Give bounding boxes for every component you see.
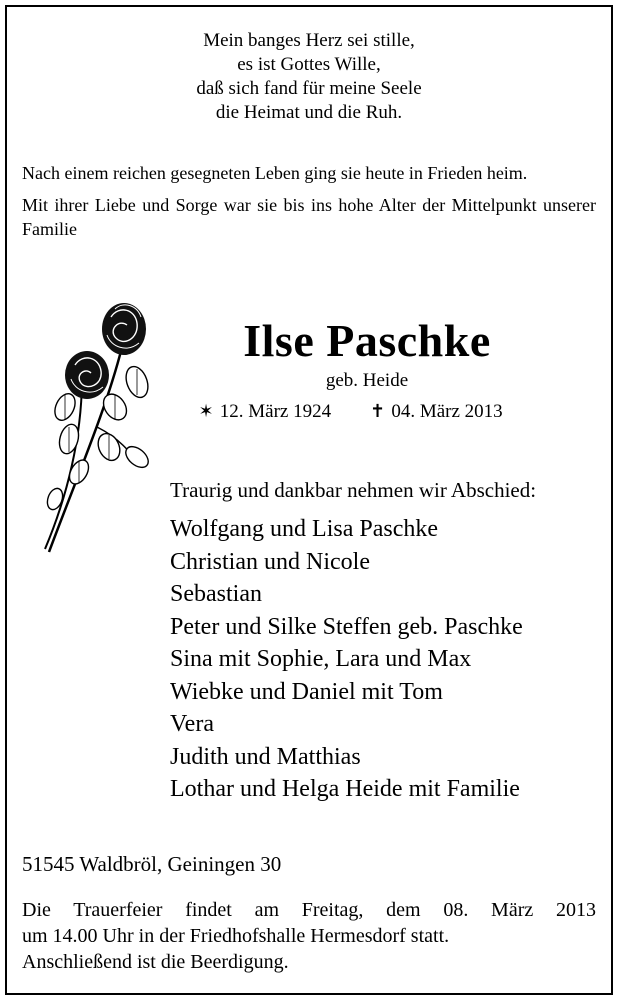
death-date: 04. März 2013: [391, 401, 503, 422]
birth-date: 12. März 1924: [219, 401, 332, 422]
mourner-entry: Christian und Nicole: [170, 548, 370, 575]
farewell-line: Traurig und dankbar nehmen wir Abschied:: [170, 478, 537, 502]
birth-star-icon: ✶: [198, 401, 214, 421]
funeral-details: [22, 897, 596, 975]
maiden-name: geb. Heide: [325, 370, 409, 391]
deceased-name: Ilse Paschke: [243, 315, 491, 366]
funeral-line: Anschließend ist die Beerdigung.: [22, 951, 289, 973]
mourner-entry: Judith und Matthias: [170, 743, 361, 770]
mourners-list: [170, 513, 523, 806]
mourner-entry: Peter und Silke Steffen geb. Paschke: [170, 613, 523, 640]
mourner-entry: Vera: [170, 711, 214, 737]
verse-line: es ist Gottes Wille,: [237, 54, 381, 75]
mourner-entry: Wiebke und Daniel mit Tom: [170, 678, 443, 705]
mourner-entry: Wolfgang und Lisa Paschke: [170, 516, 439, 542]
intro-paragraph: Nach einem reichen gesegneten Leben ging sie heute in Frieden heim.: [22, 163, 528, 183]
verse: [7, 29, 611, 125]
life-dates: [197, 401, 503, 423]
verse-line: Mein banges Herz sei stille,: [203, 30, 415, 51]
death-cross-icon: ✝: [370, 401, 386, 421]
verse-line: die Heimat und die Ruh.: [215, 102, 403, 123]
mourner-entry: Sebastian: [170, 581, 262, 607]
intro-text: [22, 161, 596, 249]
funeral-line: um 14.00 Uhr in der Friedhofshalle Hermesdorf statt.: [22, 925, 450, 947]
mourner-entry: Sina mit Sophie, Lara und Max: [170, 646, 472, 672]
verse-line: daß sich fand für meine Seele: [196, 78, 422, 99]
mourner-entry: Lothar und Helga Heide mit Familie: [170, 776, 520, 802]
funeral-line: Die Trauerfeier findet am Freitag, dem 08. März 2013: [22, 899, 596, 921]
intro-paragraph: Mit ihrer Liebe und Sorge war sie bis ins hohe Alter der Mittelpunkt unserer Familie: [22, 195, 596, 239]
address: 51545 Waldbröl, Geiningen 30: [22, 852, 282, 876]
rose-illustration-icon: [27, 287, 157, 557]
obituary-notice: [5, 5, 613, 995]
